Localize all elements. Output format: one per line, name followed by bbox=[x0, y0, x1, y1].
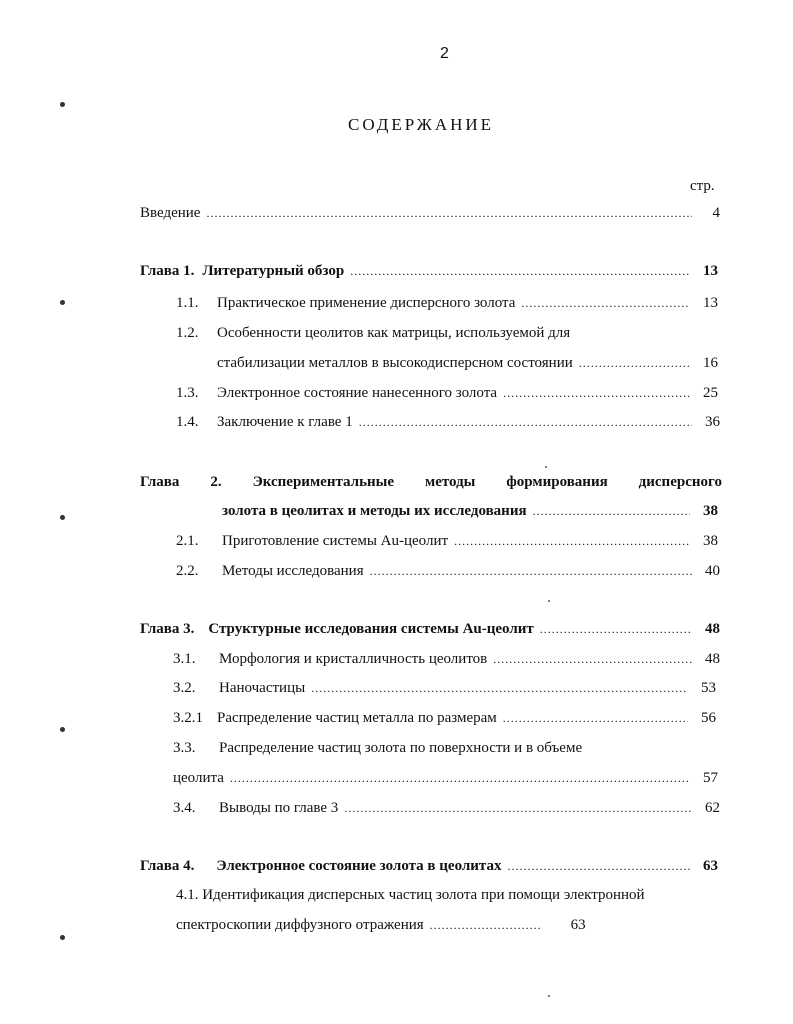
section-title: Наночастицы bbox=[219, 680, 306, 696]
toc-chapter-2-line2[interactable] bbox=[222, 503, 718, 525]
section-number: 3.2.1 bbox=[173, 710, 203, 726]
entry-page: 16 bbox=[703, 355, 718, 371]
toc-section-1-2[interactable] bbox=[217, 355, 718, 377]
section-title: Электронное состояние нанесенного золота bbox=[217, 385, 498, 401]
leader-dots bbox=[344, 801, 692, 816]
section-number: 1.1. bbox=[176, 295, 199, 311]
section-number: 2.1. bbox=[176, 533, 199, 549]
section-title-line2: спектроскопии диффузного отражения bbox=[176, 917, 424, 933]
section-number: 3.4. bbox=[173, 800, 196, 816]
chapter-title-line2: золота в цеолитах и методы их исследования bbox=[222, 503, 527, 519]
section-number: 3.2. bbox=[173, 680, 196, 696]
toc-section-2-1[interactable] bbox=[176, 533, 718, 555]
section-number: 4.1. bbox=[176, 887, 199, 903]
scan-mark bbox=[60, 102, 65, 107]
scan-mark bbox=[60, 515, 65, 520]
leader-dots bbox=[350, 264, 690, 279]
leader-dots bbox=[430, 918, 542, 933]
chapter-word: Экспериментальные bbox=[252, 474, 395, 490]
chapter-prefix: Глава 3. bbox=[140, 621, 195, 637]
entry-page: 56 bbox=[701, 710, 716, 726]
leader-dots bbox=[533, 504, 690, 519]
entry-page: 63 bbox=[703, 858, 718, 874]
leader-dots bbox=[503, 711, 688, 726]
section-number: 2.2. bbox=[176, 563, 199, 579]
leader-dots bbox=[454, 534, 690, 549]
section-title: Заключение к главе 1 bbox=[217, 414, 353, 430]
entry-page: 36 bbox=[705, 414, 720, 430]
toc-chapter-1[interactable] bbox=[140, 263, 718, 285]
leader-dots bbox=[359, 415, 692, 430]
entry-page: 13 bbox=[703, 295, 718, 311]
section-title-line2: стабилизации металлов в высокодисперсном состоянии bbox=[217, 355, 573, 371]
toc-section-4-1-line1[interactable] bbox=[176, 887, 645, 904]
leader-dots bbox=[521, 296, 690, 311]
section-title-line1[interactable]: Особенности цеолитов как матрицы, используемой для bbox=[217, 325, 571, 341]
toc-chapter-3[interactable] bbox=[140, 621, 720, 643]
chapter-title: Литературный обзор bbox=[202, 263, 345, 279]
toc-chapter-2-line1[interactable] bbox=[140, 474, 722, 491]
chapter-word: 2. bbox=[210, 474, 222, 490]
entry-page: 63 bbox=[570, 917, 586, 933]
page-title: СОДЕРЖАНИЕ bbox=[348, 115, 495, 134]
entry-page: 38 bbox=[703, 503, 718, 519]
scan-speck bbox=[548, 600, 550, 602]
page-column-label: стр. bbox=[690, 178, 715, 194]
entry-page: 25 bbox=[703, 385, 718, 401]
toc-section-1-1[interactable] bbox=[176, 295, 718, 317]
toc-section-1-3[interactable] bbox=[176, 385, 718, 407]
leader-dots bbox=[370, 564, 692, 579]
entry-page: 53 bbox=[701, 680, 716, 696]
toc-section-3-3[interactable] bbox=[173, 770, 718, 792]
leader-dots bbox=[493, 652, 692, 667]
chapter-prefix: Глава 4. bbox=[140, 858, 195, 874]
entry-page: 13 bbox=[703, 263, 718, 279]
section-title: Выводы по главе 3 bbox=[219, 800, 339, 816]
chapter-word: дисперсного bbox=[638, 474, 722, 490]
section-title: Практическое применение дисперсного золота bbox=[217, 295, 516, 311]
toc-section-4-1-line2[interactable] bbox=[176, 917, 618, 939]
section-title: Методы исследования bbox=[222, 563, 364, 579]
leader-dots bbox=[503, 386, 690, 401]
entry-title: Введение bbox=[140, 205, 201, 221]
scan-mark bbox=[60, 727, 65, 732]
scan-speck bbox=[545, 466, 547, 468]
toc-section-3-1[interactable] bbox=[173, 651, 720, 673]
chapter-prefix: Глава 1. bbox=[140, 263, 195, 279]
chapter-word: формирования bbox=[506, 474, 608, 490]
section-title: Приготовление системы Au-цеолит bbox=[222, 533, 449, 549]
section-number: 3.1. bbox=[173, 651, 196, 667]
section-number: 3.3. bbox=[173, 740, 196, 756]
section-title-line1: Идентификация дисперсных частиц золота при помощи электронной bbox=[202, 887, 645, 903]
entry-page: 48 bbox=[705, 651, 720, 667]
toc-section-1-4[interactable] bbox=[176, 414, 720, 436]
toc-entry-intro[interactable] bbox=[140, 205, 720, 227]
entry-page: 48 bbox=[705, 621, 720, 637]
entry-page: 62 bbox=[705, 800, 720, 816]
leader-dots bbox=[206, 206, 692, 221]
entry-page: 40 bbox=[705, 563, 720, 579]
toc-chapter-4[interactable] bbox=[140, 858, 718, 880]
entry-page: 57 bbox=[703, 770, 718, 786]
entry-page: 38 bbox=[703, 533, 718, 549]
toc-section-3-2-1[interactable] bbox=[173, 710, 716, 732]
chapter-word: методы bbox=[424, 474, 476, 490]
leader-dots bbox=[540, 622, 692, 637]
section-title-line1[interactable]: Распределение частиц золота по поверхности и в объеме bbox=[219, 740, 583, 756]
toc-section-3-2[interactable] bbox=[173, 680, 716, 702]
leader-dots bbox=[311, 681, 688, 696]
chapter-word: Глава bbox=[140, 474, 180, 490]
toc-section-3-4[interactable] bbox=[173, 800, 720, 822]
scan-mark bbox=[60, 935, 65, 940]
section-number: 1.3. bbox=[176, 385, 199, 401]
leader-dots bbox=[508, 859, 691, 874]
section-number: 1.4. bbox=[176, 414, 199, 430]
section-title: Морфология и кристалличность цеолитов bbox=[219, 651, 488, 667]
chapter-title: Электронное состояние золота в цеолитах bbox=[216, 858, 502, 874]
section-number: 1.2. bbox=[176, 325, 199, 341]
toc-section-2-2[interactable] bbox=[176, 563, 720, 585]
chapter-title: Структурные исследования системы Au-цеолит bbox=[208, 621, 534, 637]
entry-page: 4 bbox=[712, 205, 720, 221]
scan-speck bbox=[548, 995, 550, 997]
section-title-line2: цеолита bbox=[173, 770, 224, 786]
page-number: 2 bbox=[440, 45, 449, 62]
scan-mark bbox=[60, 300, 65, 305]
leader-dots bbox=[230, 771, 690, 786]
section-title: Распределение частиц металла по размерам bbox=[217, 710, 497, 726]
leader-dots bbox=[579, 356, 690, 371]
